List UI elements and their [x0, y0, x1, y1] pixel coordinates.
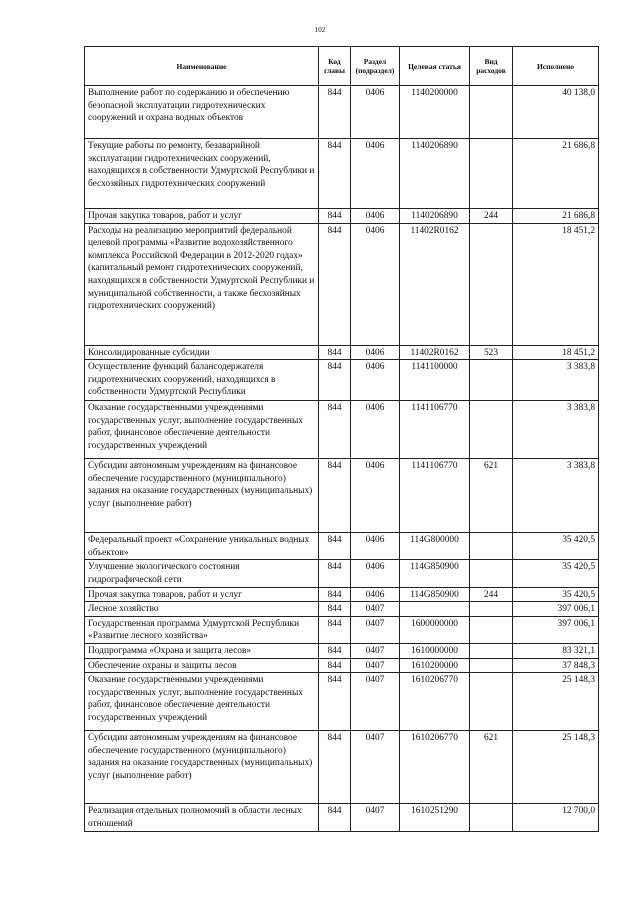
cell-article: 1141106770 — [400, 459, 470, 533]
cell-article: 1140206890 — [400, 139, 470, 209]
cell-name: Подпрограмма «Охрана и защита лесов» — [85, 643, 319, 658]
cell-done: 3 383,8 — [513, 401, 599, 459]
cell-name: Расходы на реализацию мероприятий федеральной целевой программы «Развитие водохозяйственного комплекса Российской Федерации в 2012-2020 годах» (капитальный ремонт гидротехнических сооружений, находящихся в собственности Удмуртской Республики и муниципальной собственности, а также бесхозяйных гидротехнических сооружений) — [85, 223, 319, 345]
table-row — [85, 139, 599, 209]
cell-type: 523 — [470, 345, 513, 360]
cell-done: 397 006,1 — [513, 616, 599, 643]
page-number: 102 — [314, 26, 326, 34]
cell-type — [470, 804, 513, 832]
cell-article: 1610251290 — [400, 804, 470, 832]
cell-name: Лесное хозяйство — [85, 602, 319, 617]
cell-article: 114G850900 — [400, 587, 470, 602]
table-row — [85, 616, 599, 643]
cell-name: Прочая закупка товаров, работ и услуг — [85, 587, 319, 602]
cell-name: Консолидированные субсидии — [85, 345, 319, 360]
cell-done: 397 006,1 — [513, 602, 599, 617]
cell-done: 3 383,8 — [513, 360, 599, 401]
cell-name: Обеспечение охраны и защиты лесов — [85, 658, 319, 673]
table-row — [85, 209, 599, 224]
cell-code: 844 — [319, 209, 351, 224]
table-row — [85, 401, 599, 459]
cell-code: 844 — [319, 139, 351, 209]
budget-table — [84, 46, 599, 832]
cell-section: 0406 — [351, 345, 400, 360]
cell-section: 0406 — [351, 587, 400, 602]
cell-done: 25 148,3 — [513, 673, 599, 731]
cell-type — [470, 401, 513, 459]
cell-name: Прочая закупка товаров, работ и услуг — [85, 209, 319, 224]
table-row — [85, 587, 599, 602]
cell-type: 621 — [470, 459, 513, 533]
cell-code: 844 — [319, 804, 351, 832]
cell-name: Оказание государственными учреждениями государственных услуг, выполнение государственных работ, финансовое обеспечение деятельности государственных учреждений — [85, 401, 319, 459]
cell-article: 11402R0162 — [400, 223, 470, 345]
cell-code: 844 — [319, 360, 351, 401]
table-row — [85, 360, 599, 401]
cell-code: 844 — [319, 731, 351, 804]
cell-done: 3 383,8 — [513, 459, 599, 533]
cell-code: 844 — [319, 459, 351, 533]
cell-name: Субсидии автономным учреждениям на финансовое обеспечение государственного (муниципального) задания на оказание государственных (муниципальных) услуг (выполнение работ) — [85, 459, 319, 533]
cell-done: 35 420,5 — [513, 560, 599, 587]
cell-code: 844 — [319, 673, 351, 731]
cell-section: 0406 — [351, 533, 400, 560]
header-type: Вид расходов — [470, 47, 513, 86]
cell-article: 1140200000 — [400, 86, 470, 139]
cell-section: 0406 — [351, 401, 400, 459]
cell-article: 114G800000 — [400, 533, 470, 560]
cell-section: 0406 — [351, 86, 400, 139]
cell-type — [470, 360, 513, 401]
cell-article: 1610206770 — [400, 673, 470, 731]
cell-code: 844 — [319, 602, 351, 617]
header-done: Исполнено — [513, 47, 599, 86]
header-section: Раздел (подраздел) — [351, 47, 400, 86]
cell-article: 1610200000 — [400, 658, 470, 673]
cell-article: 1140206890 — [400, 209, 470, 224]
cell-section: 0406 — [351, 223, 400, 345]
cell-section: 0407 — [351, 731, 400, 804]
cell-article: 1600000000 — [400, 616, 470, 643]
cell-code: 844 — [319, 86, 351, 139]
cell-done: 12 700,0 — [513, 804, 599, 832]
cell-code: 844 — [319, 616, 351, 643]
cell-type — [470, 658, 513, 673]
cell-article: 1141100000 — [400, 360, 470, 401]
cell-name: Субсидии автономным учреждениям на финансовое обеспечение государственного (муниципального) задания на оказание государственных (муниципальных) услуг (выполнение работ) — [85, 731, 319, 804]
cell-code: 844 — [319, 401, 351, 459]
table-row — [85, 602, 599, 617]
cell-type — [470, 616, 513, 643]
header-code: Код главы — [319, 47, 351, 86]
cell-code: 844 — [319, 658, 351, 673]
table-row — [85, 345, 599, 360]
cell-section: 0406 — [351, 360, 400, 401]
cell-name: Оказание государственными учреждениями государственных услуг, выполнение государственных работ, финансовое обеспечение деятельности государственных учреждений — [85, 673, 319, 731]
cell-done: 40 138,0 — [513, 86, 599, 139]
cell-name: Выполнение работ по содержанию и обеспечению безопасной эксплуатации гидротехнических сооружений и охрана водных объектов — [85, 86, 319, 139]
cell-name: Федеральный проект «Сохранение уникальных водных объектов» — [85, 533, 319, 560]
cell-section: 0407 — [351, 673, 400, 731]
cell-article — [400, 602, 470, 617]
cell-type — [470, 533, 513, 560]
table-row — [85, 86, 599, 139]
cell-done: 83 321,1 — [513, 643, 599, 658]
cell-section: 0406 — [351, 459, 400, 533]
table-row — [85, 804, 599, 832]
cell-code: 844 — [319, 643, 351, 658]
cell-article: 1610206770 — [400, 731, 470, 804]
cell-type — [470, 560, 513, 587]
cell-type — [470, 86, 513, 139]
cell-section: 0406 — [351, 139, 400, 209]
cell-article: 114G850900 — [400, 560, 470, 587]
cell-done: 18 451,2 — [513, 345, 599, 360]
cell-code: 844 — [319, 560, 351, 587]
cell-done: 37 848,3 — [513, 658, 599, 673]
table-row — [85, 459, 599, 533]
cell-section: 0407 — [351, 602, 400, 617]
cell-section: 0407 — [351, 643, 400, 658]
cell-section: 0407 — [351, 658, 400, 673]
cell-type — [470, 139, 513, 209]
cell-code: 844 — [319, 223, 351, 345]
cell-name: Текущие работы по ремонту, безаварийной эксплуатации гидротехнических сооружений, находящихся в собственности Удмуртской Республики и бесхозяйных гидротехнических сооружений — [85, 139, 319, 209]
cell-done: 35 420,5 — [513, 587, 599, 602]
cell-code: 844 — [319, 587, 351, 602]
cell-section: 0406 — [351, 209, 400, 224]
header-name: Наименование — [85, 47, 319, 86]
cell-done: 18 451,2 — [513, 223, 599, 345]
cell-type: 621 — [470, 731, 513, 804]
cell-type — [470, 223, 513, 345]
cell-article: 11402R0162 — [400, 345, 470, 360]
table-row — [85, 673, 599, 731]
cell-type — [470, 673, 513, 731]
cell-section: 0407 — [351, 804, 400, 832]
cell-section: 0407 — [351, 616, 400, 643]
cell-code: 844 — [319, 345, 351, 360]
cell-name: Осуществление функций балансодержателя гидротехнических сооружений, находящихся в собственности Удмуртской Республики — [85, 360, 319, 401]
table-row — [85, 533, 599, 560]
table-row — [85, 731, 599, 804]
cell-done: 21 686,8 — [513, 209, 599, 224]
cell-done: 21 686,8 — [513, 139, 599, 209]
cell-code: 844 — [319, 533, 351, 560]
cell-name: Улучшение экологического состояния гидрографической сети — [85, 560, 319, 587]
cell-type — [470, 602, 513, 617]
header-row — [85, 47, 599, 86]
table-row — [85, 560, 599, 587]
cell-article: 1141106770 — [400, 401, 470, 459]
cell-done: 25 148,3 — [513, 731, 599, 804]
cell-name: Реализация отдельных полномочий в области лесных отношений — [85, 804, 319, 832]
cell-article: 1610000000 — [400, 643, 470, 658]
cell-done: 35 420,5 — [513, 533, 599, 560]
cell-name: Государственная программа Удмуртской Республики «Развитие лесного хозяйства» — [85, 616, 319, 643]
cell-type — [470, 643, 513, 658]
table-row — [85, 658, 599, 673]
cell-type: 244 — [470, 587, 513, 602]
table-row — [85, 223, 599, 345]
header-article: Целевая статья — [400, 47, 470, 86]
table-row — [85, 643, 599, 658]
cell-type: 244 — [470, 209, 513, 224]
cell-section: 0406 — [351, 560, 400, 587]
